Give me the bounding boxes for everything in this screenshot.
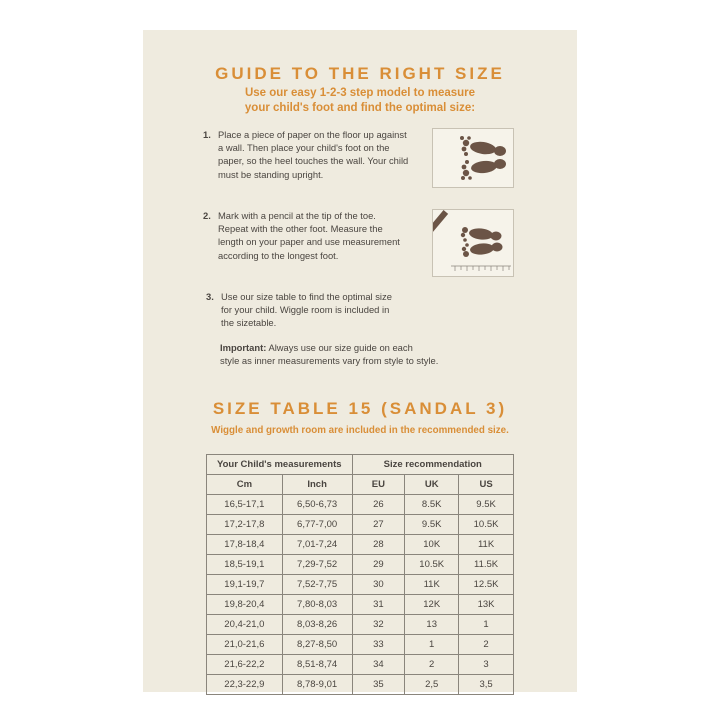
column-header-eu: EU xyxy=(352,475,405,495)
cell-us: 11K xyxy=(459,535,514,555)
table-row xyxy=(207,555,514,575)
size-table-subtitle: Wiggle and growth room are included in the recommended size. xyxy=(211,425,509,436)
cell-eu: 34 xyxy=(352,655,405,675)
table-row xyxy=(207,495,514,515)
cell-cm: 17,2-17,8 xyxy=(207,515,283,535)
cell-us: 3,5 xyxy=(459,675,514,695)
cell-inch: 8,27-8,50 xyxy=(282,635,352,655)
cell-uk: 10K xyxy=(405,535,459,555)
step-3-text xyxy=(221,290,392,330)
cell-us: 11.5K xyxy=(459,555,514,575)
size-guide-card xyxy=(143,30,577,692)
cell-uk: 1 xyxy=(405,635,459,655)
guide-title: GUIDE TO THE RIGHT SIZE xyxy=(215,64,505,83)
cell-us: 13K xyxy=(459,595,514,615)
important-text: Always use our size guide on each xyxy=(266,342,413,353)
step-1-number: 1. xyxy=(203,129,211,140)
step-2-number: 2. xyxy=(203,210,211,221)
size-table xyxy=(206,454,514,695)
column-header-uk: UK xyxy=(405,475,459,495)
cell-cm: 18,5-19,1 xyxy=(207,555,283,575)
step-3-line: the sizetable. xyxy=(221,317,277,329)
step-2-line: Mark with a pencil at the tip of the toe. xyxy=(218,210,376,221)
cell-uk: 12K xyxy=(405,595,459,615)
cell-cm: 17,8-18,4 xyxy=(207,535,283,555)
step-1-line: Place a piece of paper on the floor up against xyxy=(218,129,407,140)
step-1-line: must be standing upright. xyxy=(218,168,324,180)
table-column-header-row xyxy=(207,475,514,495)
cell-inch: 7,29-7,52 xyxy=(282,555,352,575)
step-3-line: for your child. Wiggle room is included in xyxy=(221,304,390,316)
table-row xyxy=(207,615,514,635)
cell-uk: 9.5K xyxy=(405,515,459,535)
cell-uk: 13 xyxy=(405,615,459,635)
measurements-header: Your Child's measurements xyxy=(207,455,353,475)
cell-inch: 7,80-8,03 xyxy=(282,595,352,615)
step-2-text xyxy=(218,209,400,262)
cell-us: 10.5K xyxy=(459,515,514,535)
table-row xyxy=(207,575,514,595)
cell-eu: 29 xyxy=(352,555,405,575)
cell-us: 2 xyxy=(459,635,514,655)
step-3-line: Use our size table to find the optimal size xyxy=(221,291,392,302)
cell-uk: 8.5K xyxy=(405,495,459,515)
step-1-line: a wall. Then place your child's foot on the xyxy=(218,142,390,154)
cell-uk: 2,5 xyxy=(405,675,459,695)
cell-cm: 19,8-20,4 xyxy=(207,595,283,615)
cell-inch: 7,01-7,24 xyxy=(282,535,352,555)
cell-us: 1 xyxy=(459,615,514,635)
cell-cm: 20,4-21,0 xyxy=(207,615,283,635)
step-2-line: Repeat with the other foot. Measure the xyxy=(218,223,383,235)
important-label: Important: xyxy=(220,342,267,353)
pencil-footprints-icon xyxy=(433,210,513,276)
step-3 xyxy=(206,290,446,334)
recommendation-header: Size recommendation xyxy=(352,455,514,475)
cell-cm: 21,0-21,6 xyxy=(207,635,283,655)
column-header-inch: Inch xyxy=(282,475,352,495)
footprints-image xyxy=(432,128,514,188)
cell-cm: 22,3-22,9 xyxy=(207,675,283,695)
guide-subtitle-line2: your child's foot and find the optimal size: xyxy=(244,102,476,114)
cell-us: 9.5K xyxy=(459,495,514,515)
cell-uk: 10.5K xyxy=(405,555,459,575)
cell-us: 3 xyxy=(459,655,514,675)
step-2-line: according to the longest foot. xyxy=(218,249,339,261)
cell-uk: 2 xyxy=(405,655,459,675)
cell-us: 12.5K xyxy=(459,575,514,595)
table-row xyxy=(207,655,514,675)
table-row xyxy=(207,635,514,655)
pencil-footprints-image xyxy=(432,209,514,277)
column-header-us: US xyxy=(459,475,514,495)
cell-cm: 19,1-19,7 xyxy=(207,575,283,595)
table-row xyxy=(207,595,514,615)
cell-inch: 6,50-6,73 xyxy=(282,495,352,515)
cell-cm: 21,6-22,2 xyxy=(207,655,283,675)
important-note xyxy=(220,341,520,367)
step-1-text xyxy=(218,128,408,181)
cell-eu: 31 xyxy=(352,595,405,615)
cell-inch: 8,78-9,01 xyxy=(282,675,352,695)
table-row xyxy=(207,535,514,555)
cell-eu: 27 xyxy=(352,515,405,535)
step-1-line: paper, so the heel touches the wall. Your child xyxy=(218,155,409,167)
footprints-icon xyxy=(433,129,513,187)
table-row xyxy=(207,675,514,695)
cell-inch: 6,77-7,00 xyxy=(282,515,352,535)
cell-uk: 11K xyxy=(405,575,459,595)
step-3-number: 3. xyxy=(206,291,214,302)
important-text-line2: style as inner measurements vary from style to style. xyxy=(220,355,439,367)
cell-inch: 8,51-8,74 xyxy=(282,655,352,675)
guide-subtitle-line1: Use our easy 1-2-3 step model to measure xyxy=(244,87,476,99)
cell-eu: 33 xyxy=(352,635,405,655)
table-row xyxy=(207,515,514,535)
step-1 xyxy=(203,128,433,188)
column-header-cm: Cm xyxy=(207,475,283,495)
cell-eu: 32 xyxy=(352,615,405,635)
size-table-title: SIZE TABLE 15 (SANDAL 3) xyxy=(212,399,508,418)
cell-inch: 7,52-7,75 xyxy=(282,575,352,595)
cell-cm: 16,5-17,1 xyxy=(207,495,283,515)
step-2-line: length on your paper and use measurement xyxy=(218,236,400,248)
cell-eu: 28 xyxy=(352,535,405,555)
cell-inch: 8,03-8,26 xyxy=(282,615,352,635)
table-group-header-row xyxy=(207,455,514,475)
cell-eu: 35 xyxy=(352,675,405,695)
cell-eu: 26 xyxy=(352,495,405,515)
cell-eu: 30 xyxy=(352,575,405,595)
step-2 xyxy=(203,209,433,269)
